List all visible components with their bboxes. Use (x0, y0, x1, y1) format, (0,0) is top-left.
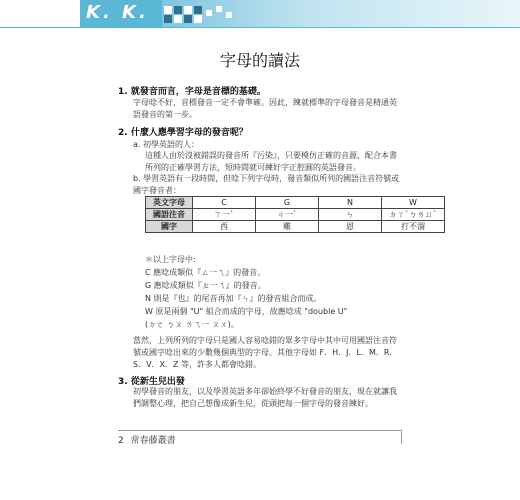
note-line: (ㄉㄜ ㄅㄡ ㄌㄟ一 ㄡㄨ)。 (145, 320, 239, 329)
table-cell: 國字 (146, 221, 193, 233)
item-b-label: b. 學習英語有一段時間，但唸下列字母時，發音類似所列的國語注音符號或國字發音者： (133, 174, 400, 195)
table-cell: 國語注音 (146, 209, 193, 221)
footer-rule (118, 430, 402, 431)
note-line: C 應唸成類似『ㄙ一ㄟ』的發音。 (145, 268, 266, 277)
table-cell: 雞 (256, 221, 319, 233)
table-header-row (146, 197, 445, 209)
page-title: 字母的讀法 (219, 51, 300, 70)
checker-pattern-icon (160, 2, 280, 26)
letter-pronunciation-table (145, 196, 445, 233)
table-cell: 打不溜 (382, 221, 445, 233)
page-number: 2 (118, 436, 124, 446)
section-2-heading: 2. 什麼人應學習字母的發音呢？ (118, 128, 248, 138)
section-2-tail: 當然，上列所列的字母只是國人容易唸錯的眾多字母中其中可用國語注音符號或國字唸出來的少數幾個典型的字母。其他字母如 F．H．J．L．M．R．S．V．X．Z 等，許多人都會唸錯。 (133, 336, 398, 369)
section-1-heading: 1. 就發音而言，字母是音標的基礎。 (118, 87, 266, 97)
header-banner (0, 0, 520, 28)
note-line: G 應唸成類似『ㄓ一ㄟ』的發音。 (145, 281, 266, 290)
table-cell: 恩 (319, 221, 382, 233)
table-cell: 西 (193, 221, 256, 233)
item-a-label: a. 初學英語的人： (133, 140, 199, 149)
table-header-cell: W (382, 197, 445, 209)
section-3-body: 初學發音的朋友，以及學習英語多年卻始終學不好發音的朋友，現在就讓我們調整心理，把自己想像成新生兒，從頭把每一個字母的發音練好。 (133, 387, 397, 408)
footer-divider (401, 430, 402, 444)
note-line: W 原是兩個 "U" 組合而成的字母，故應唸成 "double U" (145, 307, 348, 316)
table-row (146, 209, 445, 221)
item-a-body: 這種人由於沒被錯誤的發音所『污染』，只要模仿正確的音源，配合本書所列的正確學習方法，短時間就可練好字正腔圓的英語發音。 (145, 151, 397, 172)
table-header-cell: C (193, 197, 256, 209)
table-cell: ㄒ一ˋ (193, 209, 256, 221)
table-header-cell: N (319, 197, 382, 209)
header-rule (0, 27, 520, 28)
series-name: 常春藤叢書 (130, 436, 176, 446)
note-line: N 則是『也』的尾音再加『ㄣ』的發音組合而成。 (145, 294, 322, 303)
table-cell: ㄉㄚˋㄅㄌㄩˋ (382, 209, 445, 221)
table-cell: ㄐ一ˋ (256, 209, 319, 221)
section-1-body: 字母唸不好，音標發音一定不會準確。因此，練就標準的字母發音是精通英語發音的第一步。 (133, 98, 397, 119)
table-cell: ㄣ (319, 209, 382, 221)
footer (118, 433, 176, 446)
table-row (146, 221, 445, 233)
table-header-cell: G (256, 197, 319, 209)
note-line: ＊以上字母中: (145, 255, 196, 264)
kk-logo: K. K. (86, 2, 149, 23)
section-3-heading: 3. 從新生兒出發 (118, 377, 185, 387)
table-header-cell: 英文字母 (146, 197, 193, 209)
